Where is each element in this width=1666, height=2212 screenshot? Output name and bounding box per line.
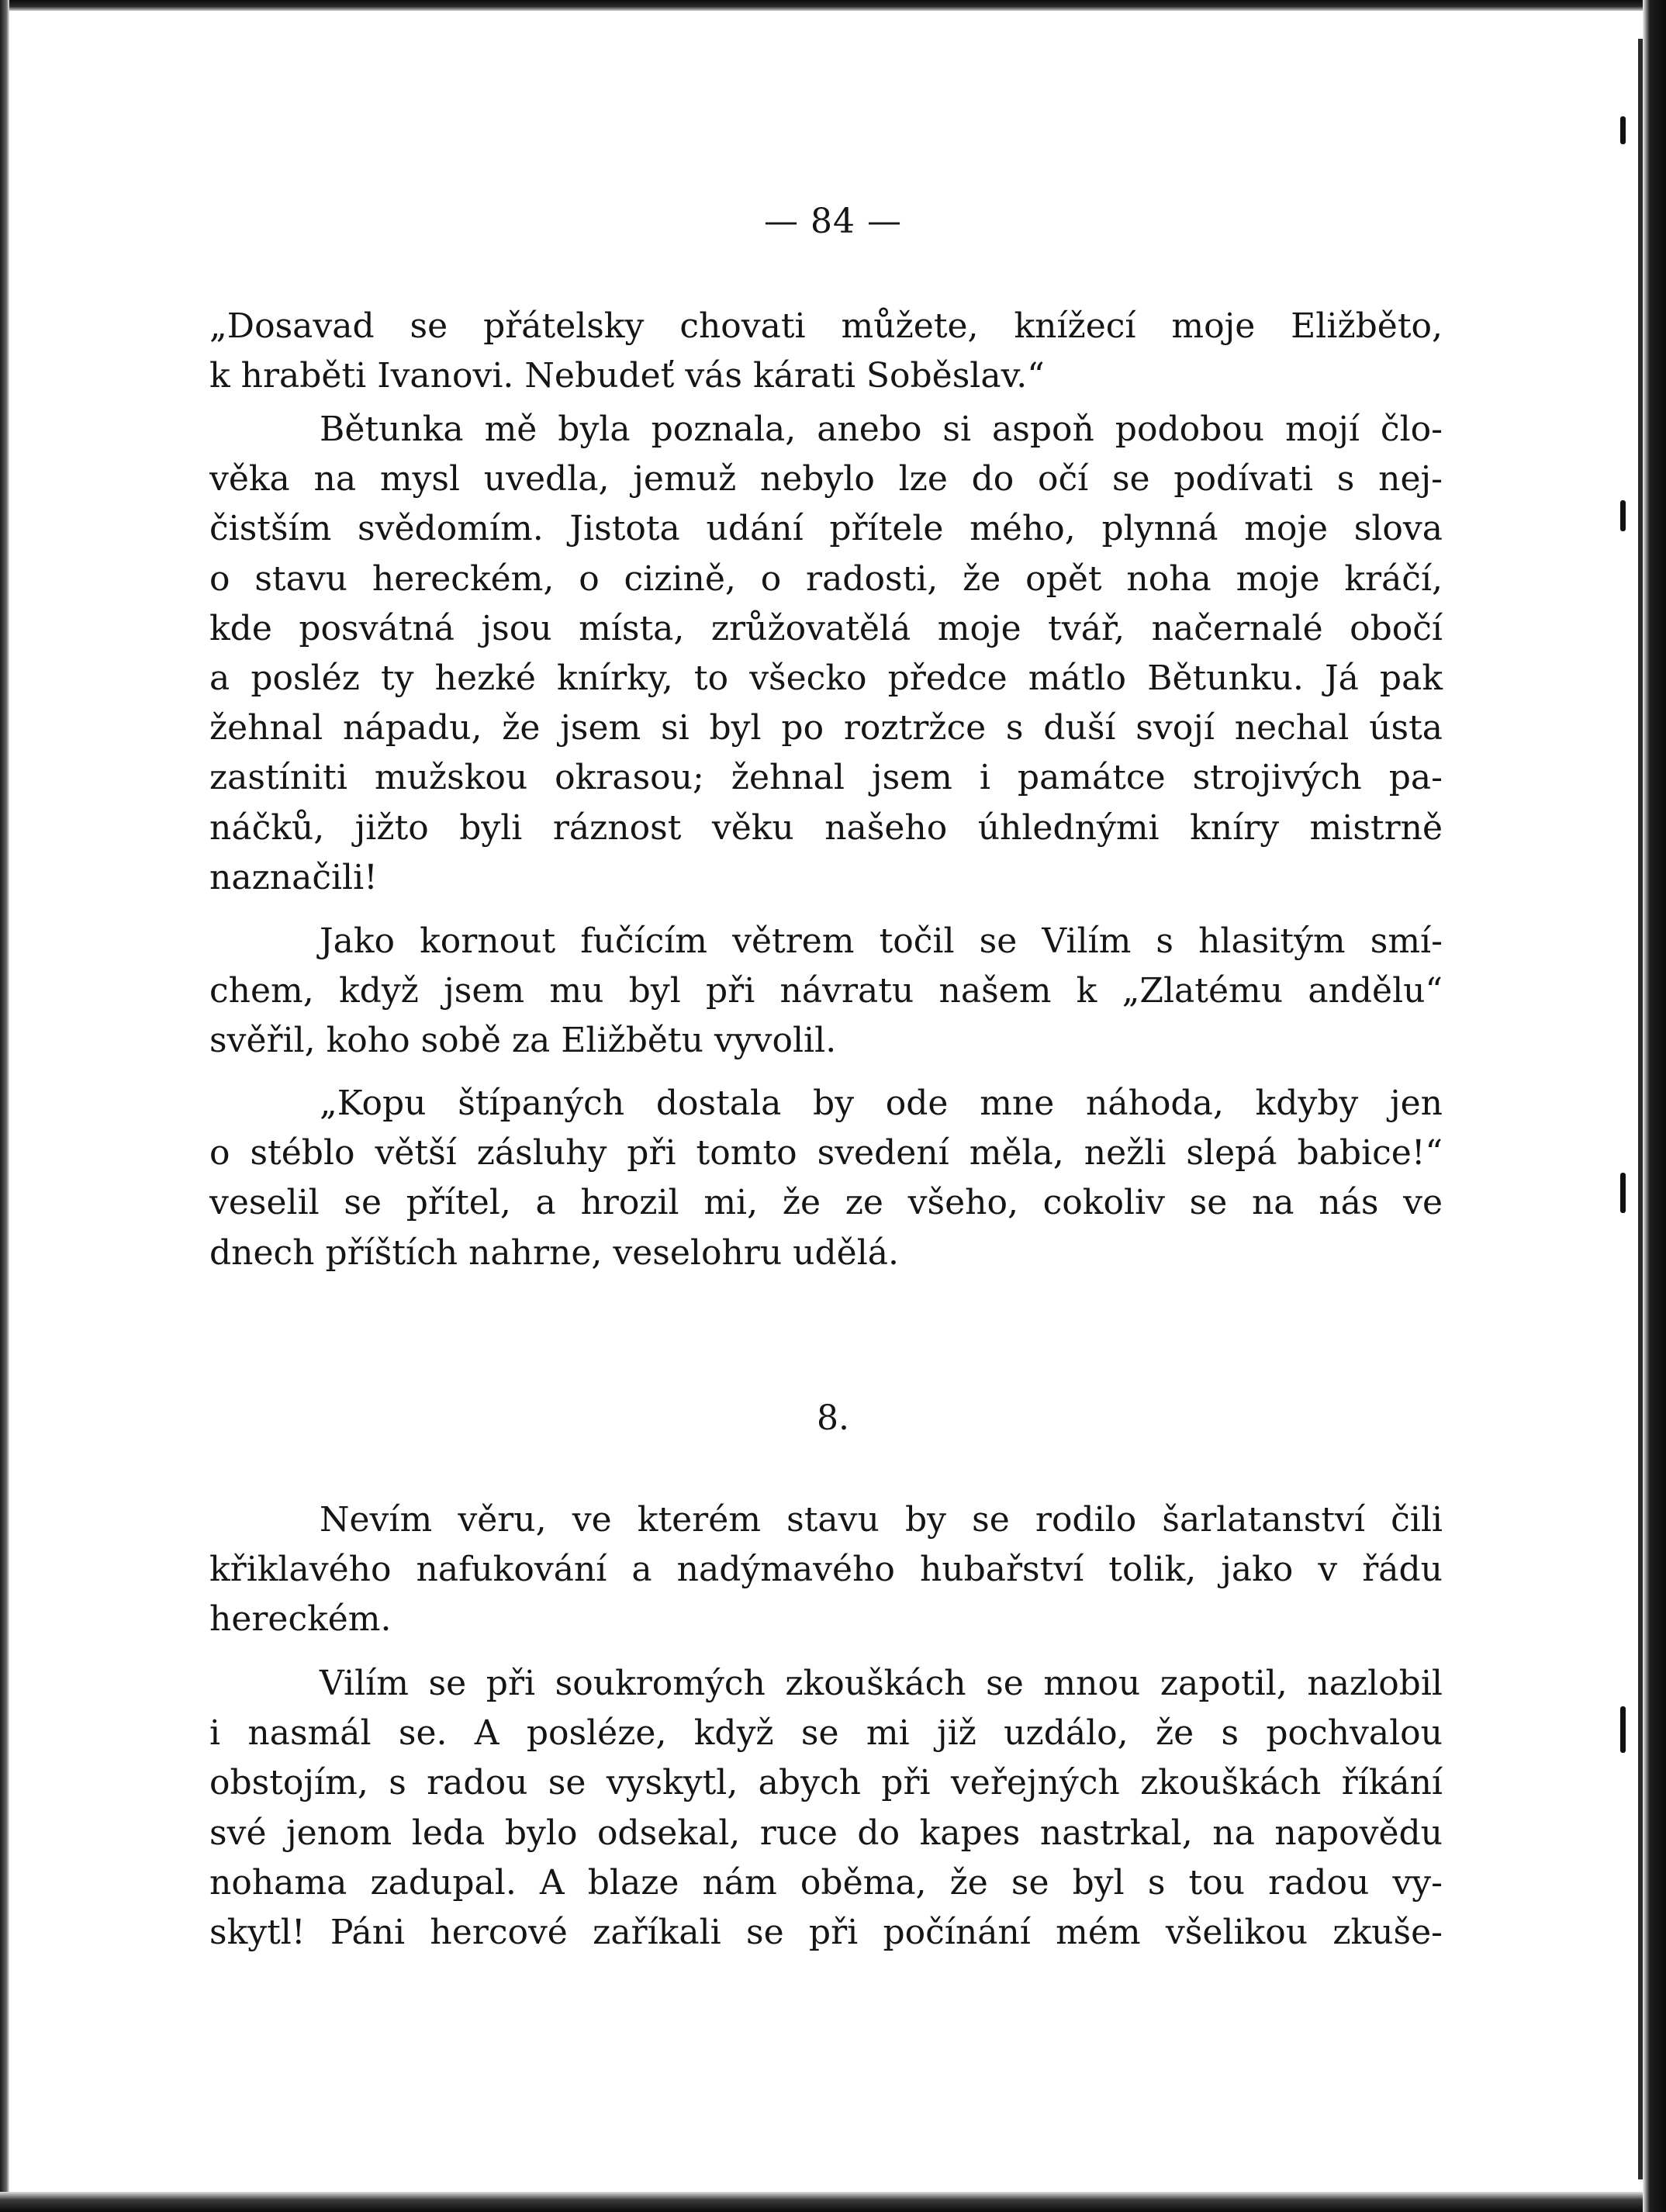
text-line: hereckém. bbox=[209, 1599, 392, 1640]
text-line: „Kopu štípaných dostala by ode mne náhoda, kdyby jen bbox=[320, 1084, 1443, 1123]
margin-mark bbox=[1620, 1706, 1626, 1753]
text-line: obstojím, s radou se vyskytl, abych při veřejných zkouškách říkání bbox=[209, 1763, 1443, 1803]
text-line: zastíniti mužskou okrasou; žehnal jsem i památce strojivých pa- bbox=[209, 758, 1443, 798]
paragraph-6 bbox=[209, 1659, 1443, 1958]
paragraph-3 bbox=[209, 917, 1443, 1066]
text-line: chem, když jsem mu byl při návratu našem k „Zlatému andělu“ bbox=[209, 971, 1443, 1011]
text-line: žehnal nápadu, že jsem si byl po roztržce s duší svojí nechal ústa bbox=[209, 708, 1443, 748]
margin-mark bbox=[1620, 500, 1626, 531]
text-line: křiklavého nafukování a nadýmavého hubařství tolik, jako v řádu bbox=[209, 1550, 1443, 1590]
margin-mark bbox=[1620, 1173, 1626, 1213]
text-line: Jako kornout fučícím větrem točil se Vilím s hlasitým smí- bbox=[320, 921, 1443, 961]
text-line: k hraběti Ivanovi. Nebudeť vás kárati Soběslav.“ bbox=[209, 356, 1045, 396]
section-number: 8. bbox=[817, 1398, 849, 1438]
text-line: i nasmál se. A posléze, když se mi již uzdálo, že s pochvalou bbox=[209, 1713, 1443, 1754]
text-line: čistším svědomím. Jistota udání přítele mého, plynná moje slova bbox=[209, 509, 1443, 549]
page-number: — 84 — bbox=[764, 202, 902, 241]
scan-edge-left bbox=[0, 0, 9, 2212]
text-line: Bětunka mě byla poznala, anebo si aspoň podobou mojí člo- bbox=[320, 410, 1443, 449]
text-line: dnech příštích nahrne, veselohru udělá. bbox=[209, 1232, 899, 1273]
text-line: nohama zadupal. A blaze nám oběma, že se byl s tou radou vy- bbox=[209, 1862, 1443, 1903]
scan-edge-bottom bbox=[0, 2192, 1666, 2212]
text-line: skytl! Páni hercové zaříkali se při počínání mém všelikou zkuše- bbox=[209, 1913, 1443, 1953]
scan-edge-top bbox=[0, 0, 1666, 11]
paragraph-5 bbox=[209, 1495, 1443, 1645]
text-line: své jenom leda bylo odsekal, ruce do kapes nastrkal, na napovědu bbox=[209, 1813, 1443, 1853]
text-line: „Dosavad se přátelsky chovati můžete, knížecí moje Eližběto, bbox=[209, 306, 1443, 346]
paragraph-2 bbox=[209, 405, 1443, 903]
text-line: Vilím se při soukromých zkouškách se mnou zapotil, nazlobil bbox=[320, 1664, 1443, 1703]
text-line: Nevím věru, ve kterém stavu by se rodilo šarlatanství čili bbox=[320, 1500, 1443, 1540]
text-line: věka na mysl uvedla, jemuž nebylo lze do očí se podívati s nej- bbox=[209, 459, 1443, 499]
paragraph-1 bbox=[209, 302, 1443, 401]
text-line: o stéblo větší zásluhy při tomto svedení měla, nežli slepá babice!“ bbox=[209, 1133, 1443, 1173]
text-line: veselil se přítel, a hrozil mi, že ze všeho, cokoliv se na nás ve bbox=[209, 1183, 1443, 1223]
text-line: naznačili! bbox=[209, 857, 378, 897]
margin-mark bbox=[1620, 116, 1626, 144]
text-line: náčků, jižto byli ráznost věku našeho úhlednými kníry mistrně bbox=[209, 807, 1443, 848]
text-line: a posléz ty hezké knírky, to všecko předce mátlo Bětunku. Já pak bbox=[209, 658, 1443, 699]
paragraph-4 bbox=[209, 1079, 1443, 1278]
text-line: kde posvátná jsou místa, zrůžovatělá moje tvář, načernalé obočí bbox=[209, 608, 1443, 648]
text-line: o stavu hereckém, o cizině, o radosti, že opět noha moje kráčí, bbox=[209, 558, 1443, 599]
text-line: svěřil, koho sobě za Eližbětu vyvolil. bbox=[209, 1021, 837, 1061]
scan-edge-right bbox=[1643, 0, 1666, 2212]
